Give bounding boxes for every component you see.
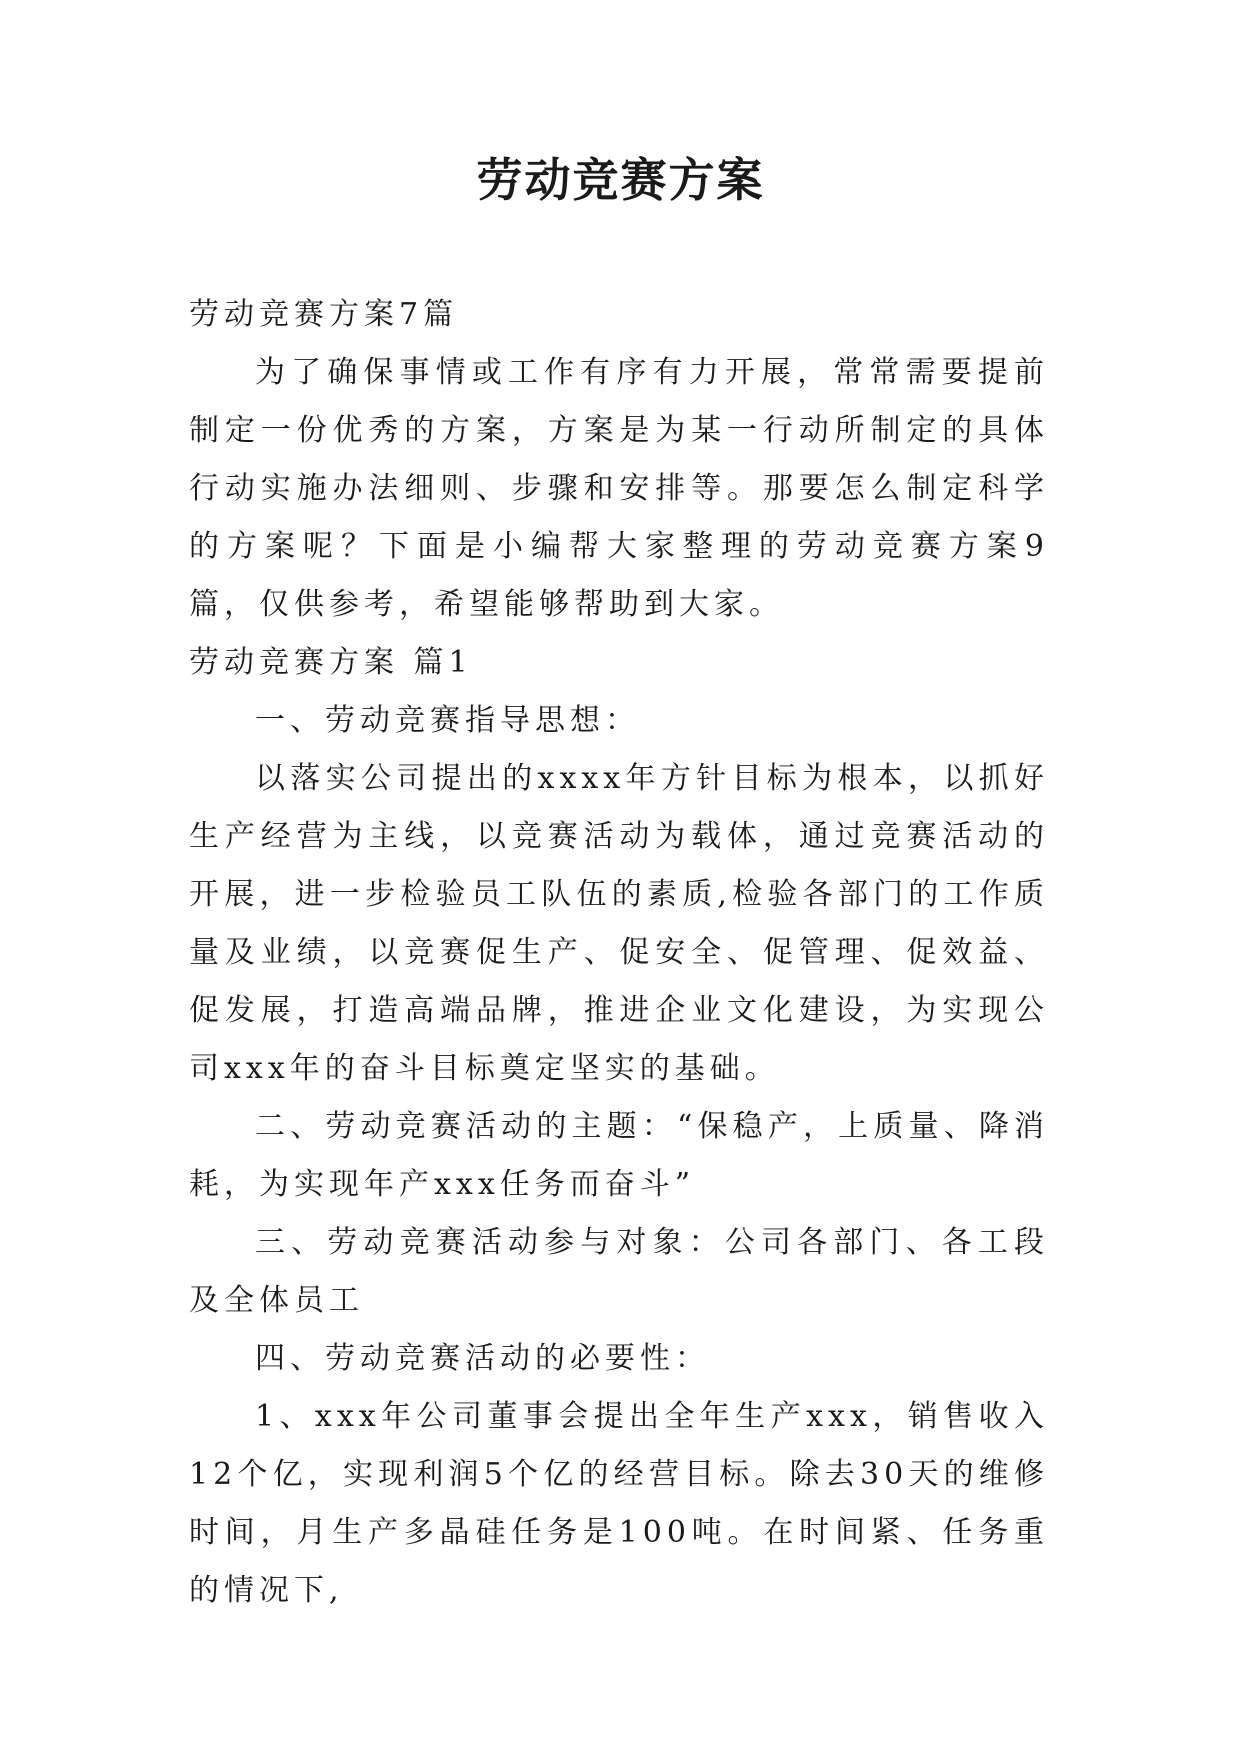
paragraph-necessity-heading: 四、劳动竞赛活动的必要性： [255,1341,710,1376]
paragraph-guiding-body: 以落实公司提出的xxxx年方针目标为根本，以抓好生产经营为主线，以竞赛活动为载体，通过竞赛活动的开展，进一步检验员工队伍的素质,检验各部门的工作质量及业绩，以竞赛促生产、促安全、促管理、促效益、促发展，打造高端品牌，推进企业文化建设，为实现公司xxx年的奋斗目标奠定坚实的基础。 [189,761,1049,1086]
paragraph-guiding-heading: 一、劳动竞赛指导思想： [255,703,640,738]
paragraph-subtitle: 劳动竞赛方案7篇 [189,297,459,332]
paragraph-participants: 三、劳动竞赛活动参与对象：公司各部门、各工段及全体员工 [189,1225,1049,1318]
paragraph-theme: 二、劳动竞赛活动的主题：“保稳产，上质量、降消耗，为实现年产xxx任务而奋斗” [189,1109,1049,1202]
paragraph-intro: 为了确保事情或工作有序有力开展，常常需要提前制定一份优秀的方案，方案是为某一行动所制定的具体行动实施办法细则、步骤和安排等。那要怎么制定科学的方案呢？下面是小编帮大家整理的劳动竞赛方案9篇，仅供参考，希望能够帮助到大家。 [189,355,1049,622]
document-title: 劳动竞赛方案 [476,153,765,207]
document-body [189,286,1049,1620]
paragraph-necessity-body: 1、xxx年公司董事会提出全年生产xxx，销售收入12个亿，实现利润5个亿的经营目标。除去30天的维修时间，月生产多晶硅任务是100吨。在时间紧、任务重的情况下, [189,1399,1049,1608]
section-heading: 劳动竞赛方案 篇1 [189,645,473,680]
